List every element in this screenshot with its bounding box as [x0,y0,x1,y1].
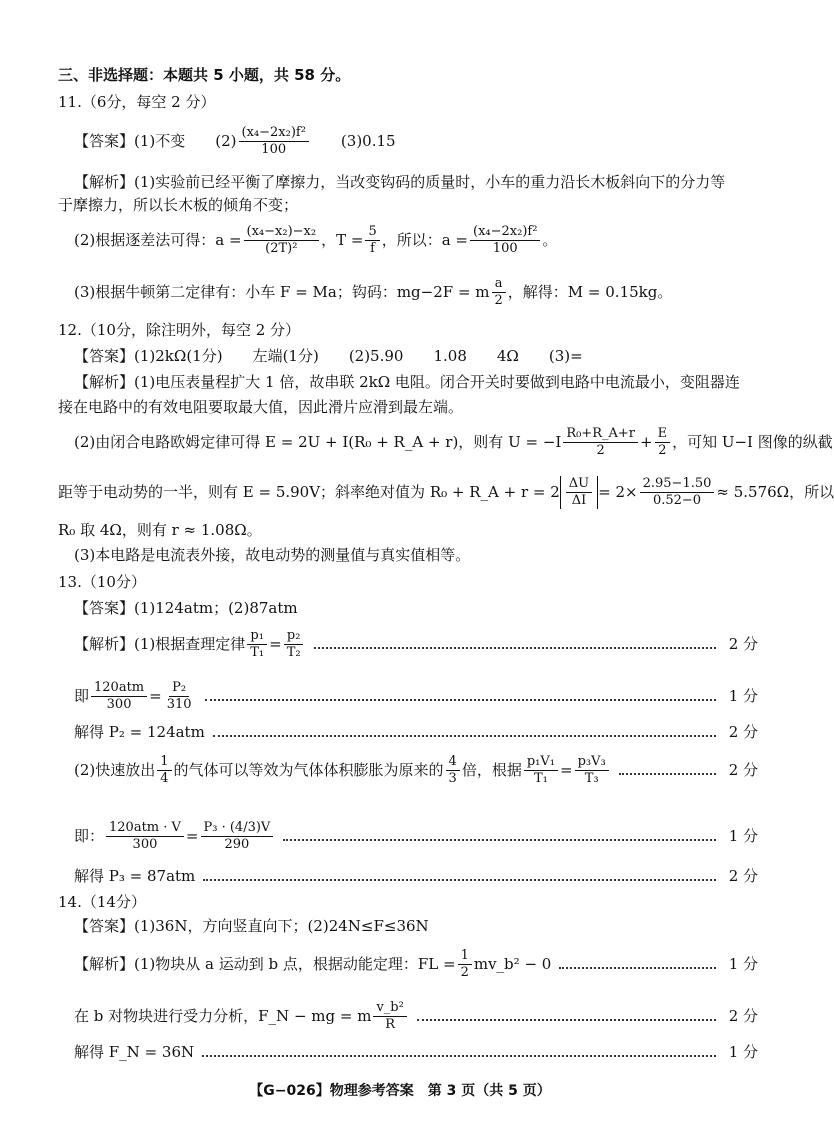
frac-num: 2.95−1.50 [640,476,715,493]
dot-leader [417,1019,716,1021]
q13-line-1 [74,622,758,666]
text: 倍，根据 [461,761,522,779]
frac-den: T₃ [584,770,599,786]
q11-analysis-1b: 于摩擦力，所以长木板的倾角不变； [58,196,299,214]
frac [575,754,609,787]
q12-head: 12.（10分，除注明外，每空 2 分） [58,321,301,339]
text: 即 [74,687,90,705]
score: 1 分 [728,1043,758,1061]
dot-leader [619,773,716,775]
q12-analysis-1a: 【解析】(1)电压表量程扩大 1 倍，故串联 2kΩ 电阻。闭合开关时要做到电路中电流最小，变阻器连 [74,373,740,391]
q11-answer-2-frac [239,125,309,158]
text: 解得 F_N = 36N [74,1043,195,1061]
dot-leader [283,839,716,841]
frac-den: 290 [224,836,250,852]
text: 距等于电动势的一半，则有 E = 5.90V；斜率绝对值为 R₀ + R_A + r = 2 [58,483,560,501]
frac-den: 2 [494,292,503,308]
q13-answer: 【答案】(1)124atm；(2)87atm [74,599,298,617]
score: 2 分 [728,761,758,779]
frac-num: P₃ · (4/3)V [201,820,274,837]
dot-leader [314,647,716,649]
abs-value [560,476,598,509]
page-footer: 【G−026】物理参考答案 第 3 页（共 5 页） [249,1083,551,1099]
frac [563,426,638,459]
frac [524,754,558,787]
q11-answer-3: (3)0.15 [340,132,396,150]
text: = [269,635,282,653]
frac [247,628,267,661]
q12-analysis-2b [58,470,834,514]
frac-den: 100 [492,240,518,256]
text: + [640,433,653,451]
score: 1 分 [728,687,758,705]
q11-analysis-3 [74,272,758,312]
frac-num: R₀+R_A+r [563,426,638,443]
q11-answer-2-label: (2) [215,132,237,150]
text: ，可知 U−I 图像的纵截 [672,433,833,451]
q11-answer-1: 【答案】(1)不变 [74,132,186,150]
frac-den: 4 [160,770,169,786]
frac [201,820,274,853]
frac-num: 1 [458,948,472,965]
dot-leader [213,735,716,737]
frac-num: a [492,276,506,293]
frac-num: ΔU [566,476,592,493]
dot-leader [203,879,716,881]
q13-line-3 [74,722,758,742]
q13-line-6 [74,866,758,886]
text: = [185,827,199,845]
score: 2 分 [728,1007,758,1025]
frac [164,680,195,713]
section-title: 三、非选择题：本题共 5 小题，共 58 分。 [58,66,351,84]
frac-den: T₂ [286,644,301,660]
text: ≈ 5.576Ω，所以 [716,483,834,501]
text: (3)根据牛顿第二定律有：小车 F = Ma；钩码：mg−2F = m [74,283,490,301]
frac-num: 120atm · V [106,820,184,837]
q12-analysis-1b: 接在电路中的有效电阻要取最大值，因此滑片应滑到最左端。 [58,398,464,416]
text: 的气体可以等效为气体体积膨胀为原来的 [173,761,444,779]
text: ，所以：a = [381,231,468,249]
frac-den: R [385,1016,396,1032]
score: 2 分 [728,635,758,653]
frac-num: p₁ [247,628,267,645]
q12-answer: 【答案】(1)2kΩ(1分) 左端(1分) (2)5.90 1.08 4Ω (3)= [74,347,583,365]
dot-leader [205,699,716,701]
text: 【解析】(1)物块从 a 运动到 b 点，根据动能定理：FL = [74,955,456,973]
text: 在 b 对物块进行受力分析，F_N − mg = m [74,1007,372,1025]
text: 即： [74,827,105,845]
text: 【解析】(1)根据查理定律 [74,635,246,653]
frac [365,224,379,257]
frac-num: 5 [365,224,379,241]
dot-leader [559,967,716,969]
frac [446,754,460,787]
frac-num: 4 [446,754,460,771]
text: = [149,687,162,705]
frac-num: (x₄−2x₂)f² [239,125,309,142]
text: (2)根据逐差法可得：a = [74,231,242,249]
frac [458,948,472,981]
text: 解得 P₃ = 87atm [74,867,196,885]
frac-den: 2 [658,442,667,458]
frac-num: E [655,426,671,443]
frac [373,1000,406,1033]
score: 2 分 [728,867,758,885]
frac-num: (x₄−x₂)−x₂ [244,224,320,241]
frac-num: P₂ [169,680,189,697]
q11-analysis-1a: 【解析】(1)实验前已经平衡了摩擦力，当改变钩码的质量时，小车的重力沿长木板斜向下的分力等 [74,173,726,191]
q13-line-2 [74,674,758,718]
score: 1 分 [728,827,758,845]
q13-head: 13.（10分） [58,573,146,591]
frac [157,754,171,787]
frac-den: 3 [448,770,457,786]
frac [91,680,147,713]
frac [470,224,540,257]
frac-num: v_b² [373,1000,406,1017]
q14-line-3 [74,1042,758,1062]
frac-den: 300 [132,836,158,852]
q12-analysis-2c: R₀ 取 4Ω，则有 r ≈ 1.08Ω。 [58,521,262,539]
frac [655,426,671,459]
q14-line-2 [74,994,758,1038]
score: 1 分 [728,955,758,973]
frac-num: (x₄−2x₂)f² [470,224,540,241]
text: (2)快速放出 [74,761,156,779]
frac-den: (2T)² [265,240,298,256]
frac-den: 0.52−0 [652,492,702,508]
frac-den: 2 [596,442,605,458]
q12-analysis-2 [74,420,833,464]
text: 。 [542,231,558,249]
frac-den: 2 [460,964,469,980]
frac-den: f [370,240,375,256]
frac-num: p₃V₃ [575,754,609,771]
frac [640,476,715,509]
frac-den: 310 [166,696,192,712]
frac [106,820,184,853]
text: = 2× [598,483,638,501]
text: ，解得：M = 0.15kg。 [507,283,673,301]
frac [492,276,506,309]
dot-leader [202,1055,716,1057]
text: mv_b² − 0 [473,955,552,973]
frac [244,224,320,257]
frac-num: p₁V₁ [524,754,558,771]
q13-line-4 [74,748,758,792]
frac-num: p₂ [284,628,304,645]
frac-den: 300 [106,696,132,712]
q11-head: 11.（6分，每空 2 分） [58,93,216,111]
q11-answer [74,122,758,160]
frac-den: T₁ [250,644,265,660]
q12-analysis-3: (3)本电路是电流表外接，故电动势的测量值与真实值相等。 [74,546,471,564]
frac-den: ΔI [571,492,587,508]
frac-den: 100 [261,141,287,157]
frac-num: 120atm [91,680,147,697]
score: 2 分 [728,723,758,741]
q11-analysis-2 [74,220,758,260]
text: 解得 P₂ = 124atm [74,723,205,741]
text: = [559,761,573,779]
q14-line-1 [74,942,758,986]
q14-answer: 【答案】(1)36N，方向竖直向下；(2)24N≤F≤36N [74,917,429,935]
q13-line-5 [74,812,758,860]
text: (2)由闭合电路欧姆定律可得 E = 2U + I(R₀ + R_A + r)，则有 U = −I [74,433,562,451]
text: ，T = [321,231,364,249]
frac-num: 1 [157,754,171,771]
frac-den: T₁ [533,770,548,786]
frac [284,628,304,661]
q14-head: 14.（14分） [58,893,146,911]
frac [566,476,592,509]
